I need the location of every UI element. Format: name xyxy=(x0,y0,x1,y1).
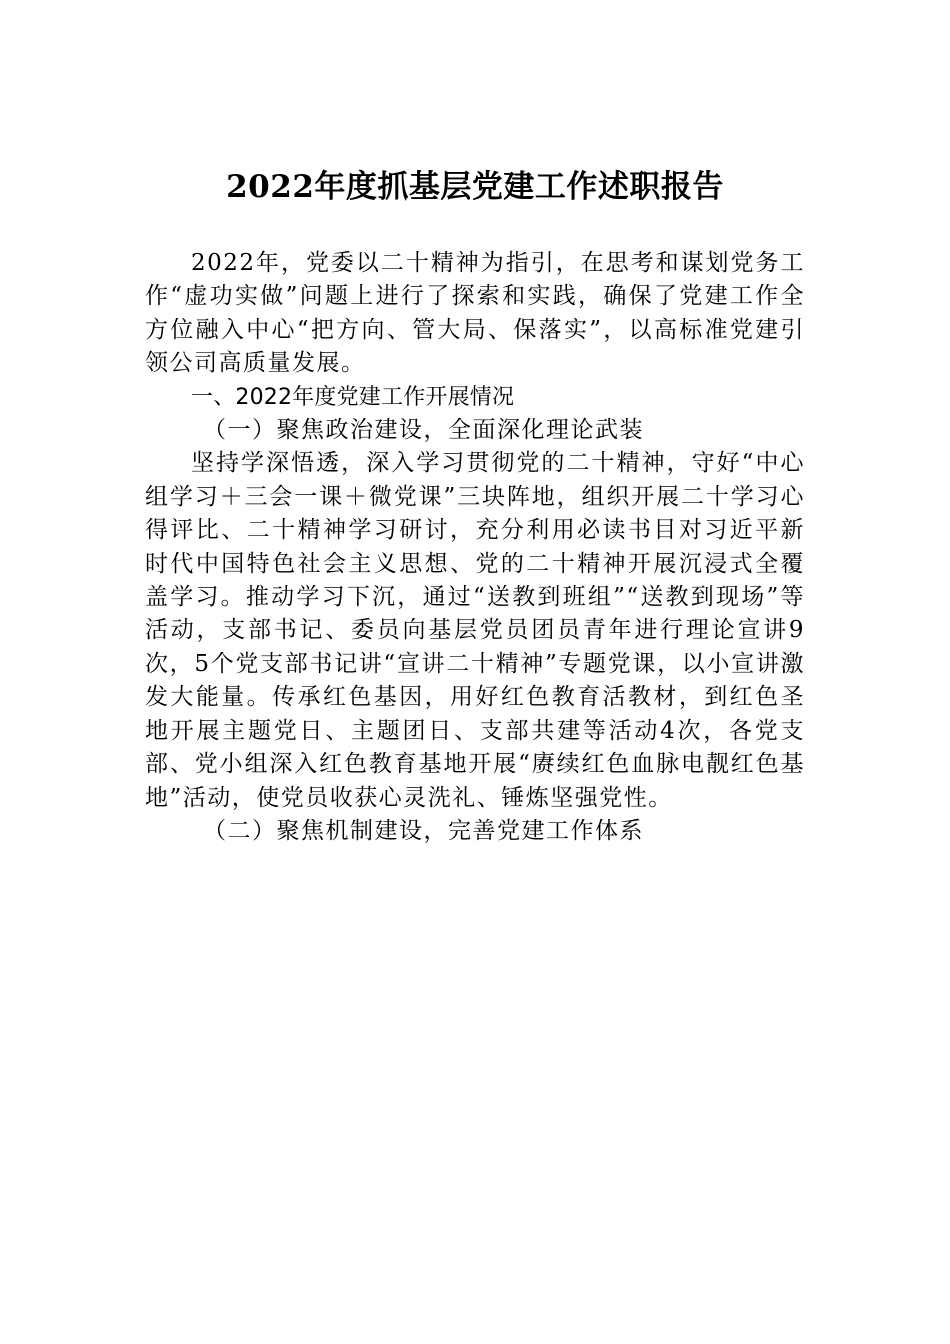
subsection-heading-1: （一）聚焦政治建设，全面深化理论武装 xyxy=(203,417,644,444)
document-body xyxy=(145,247,805,848)
section-heading-1: 一、2022年度党建工作开展情况 xyxy=(191,384,515,410)
intro-paragraph: 2022年，党委以二十精神为指引，在思考和谋划党务工作“虚功实做”问题上进行了探索和实践，确保了党建工作全方位融入中心“把方向、管大局、保落实”，以高标准党建引领公司高质量发展。 xyxy=(145,250,805,377)
document-title: 2022年度抓基层党建工作述职报告 xyxy=(226,169,724,205)
subsection-1-paragraph: 坚持学深悟透，深入学习贯彻党的二十精神，守好“中心组学习＋三会一课＋微党课”三块阵地，组织开展二十学习心得评比、二十精神学习研讨，充分利用必读书目对习近平新时代中国特色社会主义思想、党的二十精神开展沉浸式全覆盖学习。推动学习下沉，通过“送教到班组”“送教到现场”等活动，支部书记、委员向基层党员团员青年进行理论宣讲9次，5个党支部书记讲“宣讲二十精神”专题党课，以小宣讲激发大能量。传承红色基因，用好红色教育活教材，到红色圣地开展主题党日、主题团日、支部共建等活动4次，各党支部、党小组深入红色教育基地开展“赓续红色血脉电靓红色基地”活动，使党员收获心灵洗礼、锤炼坚强党性。 xyxy=(145,450,805,811)
subsection-heading-2: （二）聚焦机制建设，完善党建工作体系 xyxy=(203,817,644,844)
